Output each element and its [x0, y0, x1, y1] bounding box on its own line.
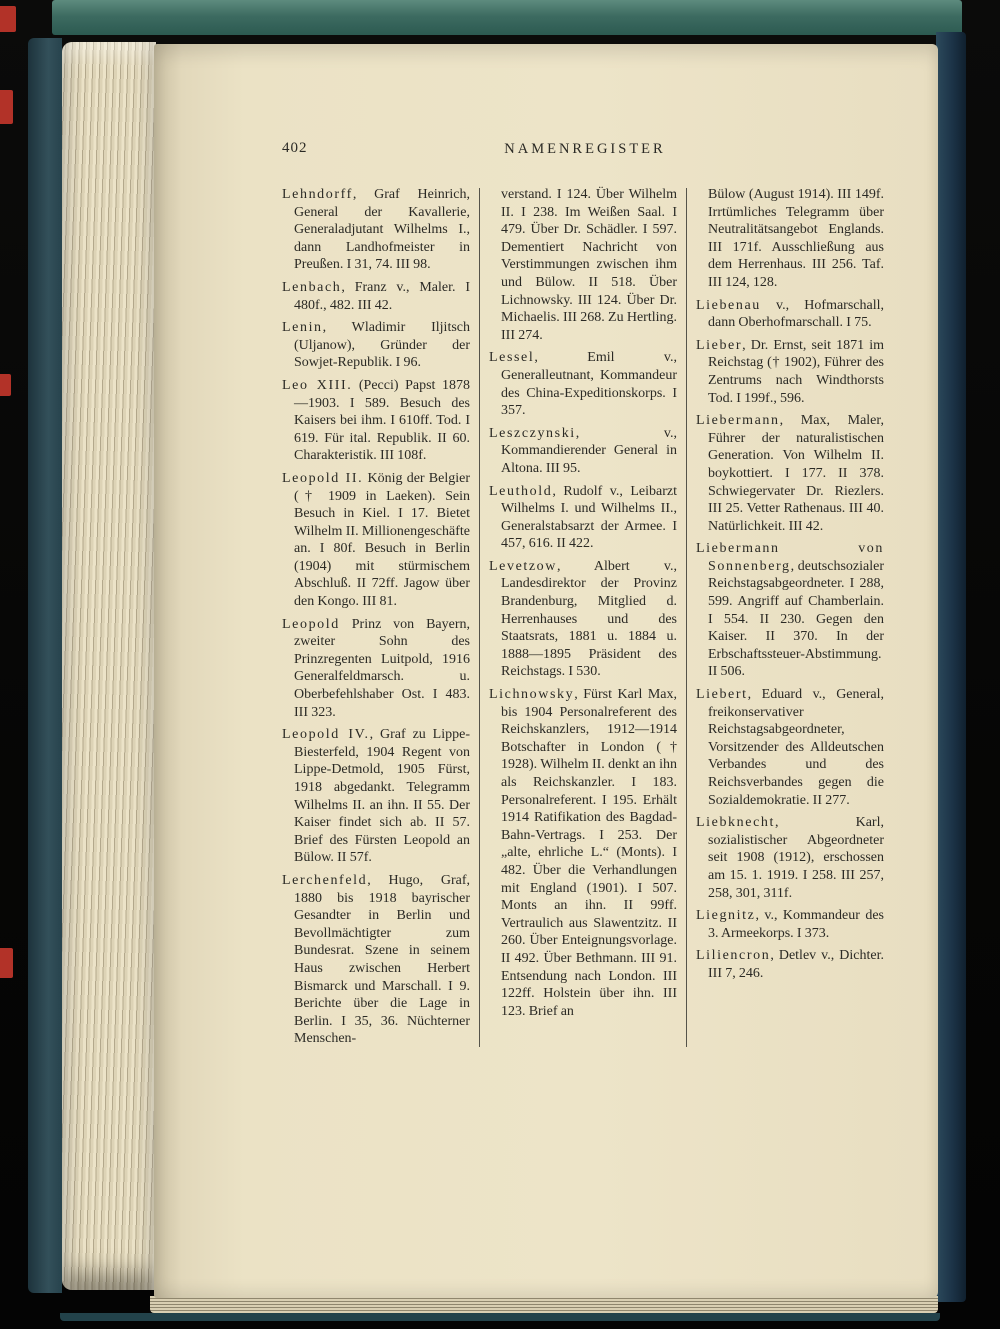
index-entry: Leszczynski, v., Kommandierender General in Altona. III 95.	[489, 425, 677, 476]
index-entry: verstand. I 124. Über Wilhelm II. I 238. Im Weißen Saal. I 479. Über Dr. Schädler. I 597. Dementiert Nachricht von Verstimmungen zwischen ihm und Bülow. II 518. Über Lichnowsky. III 124. Über Dr. Michaelis. III 268. Zu Hertling. III 274.	[501, 187, 677, 343]
index-entry: Lessel, Emil v., Generalleutnant, Kommandeur des China-Expeditionskorps. I 357.	[489, 350, 677, 419]
entry-headword: Lenbach	[282, 279, 342, 295]
index-entry: Liliencron, Detlev v., Dichter. III 7, 246.	[696, 948, 884, 981]
index-entry: Liebert, Eduard v., General, freikonservativer Reichstagsabgeordneter, Vorsitzender des Alldeutschen Verbandes und des Reichsverbandes gegen die Sozialdemokratie. II 277.	[696, 687, 884, 808]
entry-headword: Liebknecht	[696, 815, 775, 831]
entry-headword: Lehndorff	[282, 187, 353, 202]
book-cover-right-edge	[936, 32, 966, 1302]
index-entry: Leopold IV., Graf zu Lippe-Biesterfeld, 1904 Regent von Lippe-Detmold, 1905 Fürst, 1918 abgedankt. Telegramm Wilhelms II. an ihn. II 55. Der Kaiser findet sich ab. II 57. Brief des Fürsten Leopold an Bülow. II 57f.	[282, 727, 470, 866]
entry-headword: Liebermann	[696, 413, 780, 429]
index-entry: Lehndorff, Graf Heinrich, General der Kavallerie, Generaladjutant Wilhelms I., dann Landhofmeister in Preußen. I 31, 74. III 98.	[282, 187, 470, 273]
index-entry: Lichnowsky, Fürst Karl Max, bis 1904 Personalreferent des Reichskanzlers, 1912—1914 Botschafter in London († 1928). Wilhelm II. denkt an ihn als Reichskanzler. I 183. Personalreferent. I 195. Erhält 1914 Ratifikation des Bagdad-Bahn-Vertrags. I 253. Der „alte, ehrliche L.“ (Monts). I 482. Über die Verhandlungen mit England (1901). I 507. Monts an ihn. II 99ff. Vertraulich aus Slawentzitz. II 260. Über Enteignungsvorlage. II 492. Über Bethmann. III 91. Entsendung nach London. III 122ff. Holstein über ihn. III 123. Brief an	[489, 687, 677, 1019]
index-entry: Lenbach, Franz v., Maler. I 480f., 482. III 42.	[282, 279, 470, 313]
entry-headword: Liebenau	[696, 297, 761, 313]
book-cover-left-edge	[28, 38, 62, 1293]
index-column-3	[696, 186, 884, 1053]
entry-headword: Lerchenfeld	[282, 872, 368, 888]
entry-headword: Lichnowsky	[489, 687, 575, 703]
entry-headword: Leo XIII.	[282, 377, 353, 393]
entry-headword: Leszczynski	[489, 425, 576, 441]
entry-headword: Liegnitz	[696, 908, 756, 924]
page-content	[282, 140, 888, 1053]
entry-headword: Leuthold	[489, 483, 553, 499]
entry-headword: Liliencron	[696, 948, 771, 964]
book-page	[154, 44, 938, 1298]
index-entry: Leo XIII. (Pecci) Papst 1878—1903. I 589. Besuch des Kaisers bei ihm. I 610ff. Tod. I 619. Für ital. Republik. II 60. Charakteristik. III 108f.	[282, 377, 470, 464]
entry-headword: Lieber	[696, 337, 743, 353]
column-divider	[479, 188, 480, 1047]
scan-mark	[0, 374, 11, 396]
index-entry: Leuthold, Rudolf v., Leibarzt Wilhelms I. und Wilhelms II., Generalstabsarzt der Armee. I 457, 616. II 422.	[489, 483, 677, 552]
scan-mark	[0, 948, 13, 978]
page-stack-left-edge	[62, 42, 156, 1290]
index-entry: Liebermann, Max, Maler, Führer der naturalistischen Generation. Von Wilhelm II. boykottiert. I 177. II 378. Schwiegervater Dr. Riezlers. III 25. Vetter Rathenaus. III 40. Natürlichkeit. III 42.	[696, 413, 884, 534]
column-divider	[686, 188, 687, 1047]
index-entry: Levetzow, Albert v., Landesdirektor der Provinz Brandenburg, Mitglied d. Herrenhauses und des Staatsrats, 1881 u. 1884 u. 1888—1895 Präsident des Reichstags. I 530.	[489, 558, 677, 680]
index-entry: Lenin, Wladimir Iljitsch (Uljanow), Gründer der Sowjet-Republik. I 96.	[282, 320, 470, 371]
scan-mark	[0, 6, 16, 32]
entry-headword: Leopold	[282, 616, 340, 632]
index-entry: Lieber, Dr. Ernst, seit 1871 im Reichstag († 1902), Führer des Zentrums nach Windthorsts Tod. I 199f., 596.	[696, 337, 884, 406]
index-entry: Liegnitz, v., Kommandeur des 3. Armeekorps. I 373.	[696, 908, 884, 941]
book-cover-top-edge	[52, 0, 962, 35]
index-entry: Lerchenfeld, Hugo, Graf, 1880 bis 1918 bayrischer Gesandter in Berlin und Bevollmächtigter zum Bundesrat. Szene in seinem Haus zwischen Herbert Bismarck und Marschall. I 9. Berichte über die Lage in Berlin. I 35, 36. Nüchterner Menschen-	[282, 872, 470, 1047]
page-number: 402	[282, 140, 308, 156]
index-entry: Liebknecht, Karl, sozialistischer Abgeordneter seit 1908 (1912), erschossen am 15. 1. 1919. I 258. III 257, 258, 301, 311f.	[696, 815, 884, 901]
index-entry: Liebermann von Sonnenberg, deutschsozialer Reichstagsabgeordneter. I 288, 599. Angriff auf Chamberlain. I 554. II 230. Gegen den Kaiser. II 370. In der Erbschaftssteuer-Abstimmung. II 506.	[696, 541, 884, 680]
entry-headword: Lenin	[282, 320, 323, 336]
index-column-2	[489, 186, 677, 1053]
entry-headword: Liebert	[696, 687, 748, 703]
index-entry: Liebenau v., Hofmarschall, dann Oberhofmarschall. I 75.	[696, 297, 884, 331]
index-entry: Bülow (August 1914). III 149f. Irrtümliches Telegramm über Neutralitätsangebot Englands. III 171f. Ausschließung aus dem Herrenhaus. III 256. Taf. III 124, 128.	[708, 187, 884, 290]
entry-headword: Leopold II.	[282, 470, 364, 486]
page-stack-bottom-edge	[150, 1296, 938, 1313]
index-column-1	[282, 186, 470, 1053]
page-header	[282, 140, 888, 162]
index-entry: Leopold Prinz von Bayern, zweiter Sohn des Prinzregenten Luitpold, 1916 Generalfeldmarsch. u. Oberbefehlshaber Ost. I 483. III 323.	[282, 616, 470, 720]
page-title: NAMENREGISTER	[504, 141, 666, 157]
entry-headword: Liebermann von Sonnenberg	[696, 541, 884, 574]
entry-headword: Leopold IV.	[282, 727, 370, 743]
index-entry: Leopold II. König der Belgier († 1909 in Laeken). Sein Besuch in Kiel. I 17. Bietet Wilhelm II. Millionengeschäfte an. I 80f. Besuch in Berlin (1904) mit stürmischem Abschluß. II 72ff. Jagow über den Kongo. III 81.	[282, 470, 470, 610]
book-cover-bottom-edge	[60, 1313, 940, 1321]
entry-headword: Levetzow	[489, 558, 557, 574]
scan-mark	[0, 90, 13, 124]
entry-headword: Lessel	[489, 350, 535, 366]
index-columns	[282, 186, 888, 1053]
